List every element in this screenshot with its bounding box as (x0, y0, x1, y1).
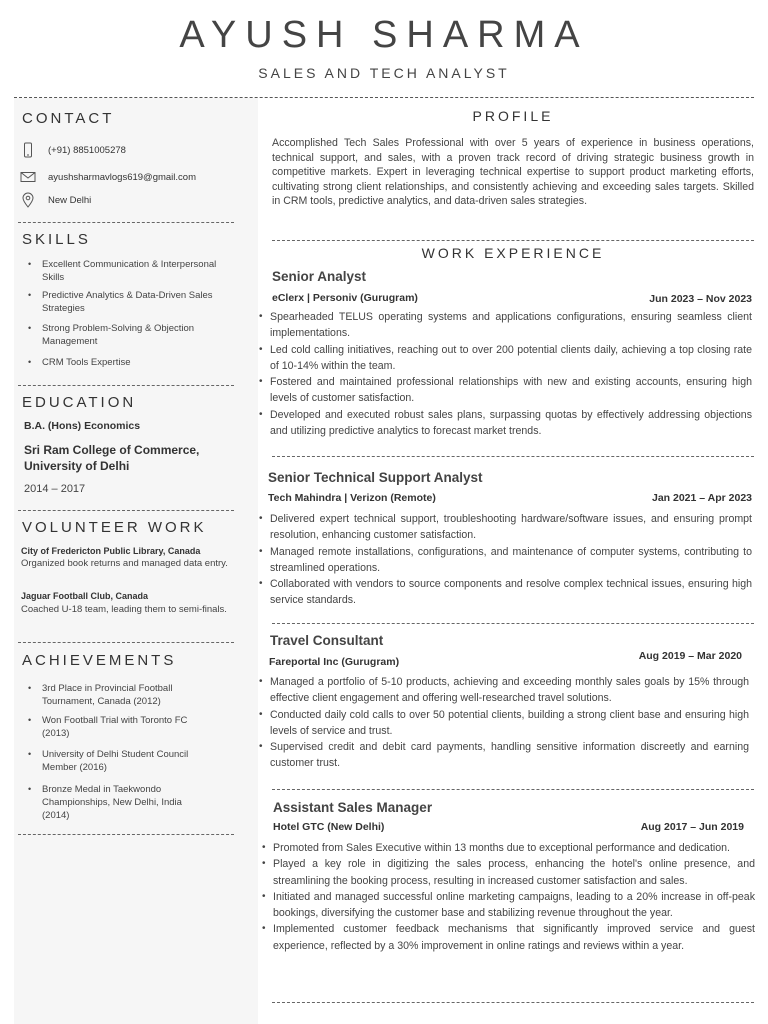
job-company: Tech Mahindra | Verizon (Remote) (268, 492, 436, 504)
sidebar (14, 98, 258, 1024)
skill-item: • Excellent Communication & Interpersonal Skills (22, 258, 222, 284)
section-divider (272, 240, 754, 241)
sidebar-divider (18, 642, 234, 643)
job-bullets (270, 511, 752, 609)
contact-email (20, 167, 196, 187)
volunteer-title: VOLUNTEER WORK (22, 519, 207, 536)
skill-item: • Strong Problem-Solving & Objection Management (22, 322, 222, 348)
job-bullet: • Initiated and managed successful online marketing campaigns, leading to a 20% increase in off-peak bookings, diversifying the customer base and stabilizing revenue throughout the year. (273, 889, 755, 922)
job-bullets (270, 674, 749, 772)
job-company: Hotel GTC (New Delhi) (273, 821, 385, 833)
job-company: eClerx | Personiv (Gurugram) (272, 292, 418, 304)
section-divider (272, 789, 754, 790)
education-title: EDUCATION (22, 394, 137, 411)
location-pin-icon (20, 192, 36, 208)
sidebar-divider (18, 385, 234, 386)
job-bullet: • Managed remote installations, configurations, and maintenance of computer systems, contributing to streamlined operations. (270, 544, 752, 577)
education-degree: B.A. (Hons) Economics (24, 420, 141, 432)
job-title: Senior Analyst (272, 269, 367, 284)
skill-item: • CRM Tools Expertise (22, 356, 222, 369)
job-bullets (273, 840, 755, 954)
email-text[interactable]: ayushsharmavlogs619@gmail.com (48, 171, 196, 183)
phone-icon (20, 142, 36, 158)
sidebar-divider (18, 510, 234, 511)
phone-text: (+91) 8851005278 (48, 144, 126, 156)
job-bullet: • Fostered and maintained professional relationships with new and existing accounts, ensuring high levels of customer satisfaction. (270, 374, 752, 407)
experience-title: WORK EXPERIENCE (421, 245, 605, 261)
job-dates: Aug 2019 – Mar 2020 (638, 650, 742, 662)
job-title: Assistant Sales Manager (273, 800, 433, 815)
achievement-item: • 3rd Place in Provincial Football Tournament, Canada (2012) (22, 682, 197, 708)
volunteer-desc: Organized book returns and managed data entry. (21, 558, 228, 569)
profile-title: PROFILE (472, 108, 554, 124)
job-bullet: • Played a key role in digitizing the sales process, enhancing the hotel's online presence, and streamlining the booking process, resulting in increased customer satisfaction and sales. (273, 856, 755, 889)
education-school: Sri Ram College of Commerce, University of Delhi (24, 443, 200, 473)
volunteer-org: City of Fredericton Public Library, Canada (21, 546, 201, 556)
job-bullet: • Developed and executed robust sales plans, surpassing quotas by effectively addressing objections and utilizing predictive analytics to forecast market trends. (270, 407, 752, 440)
job-bullet: • Conducted daily cold calls to over 50 potential clients, building a strong client base and ensuring high levels of service and trust. (270, 707, 749, 740)
job-dates: Jun 2023 – Nov 2023 (649, 293, 752, 305)
resume-header (0, 0, 768, 96)
envelope-icon (20, 169, 36, 185)
job-bullet: • Led cold calling initiatives, reaching out to over 200 potential clients daily, achieving a top closing rate of 10-14% within the team. (270, 342, 752, 375)
contact-phone (20, 140, 126, 160)
job-company: Fareportal Inc (Gurugram) (269, 656, 400, 668)
skill-item: • Predictive Analytics & Data-Driven Sales Strategies (22, 289, 222, 315)
section-divider (272, 1002, 754, 1003)
section-divider (272, 623, 754, 624)
sidebar-divider (18, 222, 234, 223)
volunteer-desc: Coached U-18 team, leading them to semi-finals. (21, 604, 227, 615)
job-dates: Jan 2021 – Apr 2023 (651, 492, 752, 504)
job-bullet: • Spearheaded TELUS operating systems and applications configurations, ensuring seamless client implementations. (270, 309, 752, 342)
achievement-item: • Bronze Medal in Taekwondo Championships, New Delhi, India (2014) (22, 783, 197, 822)
job-bullet: • Promoted from Sales Executive within 13 months due to exceptional performance and dedication. (273, 840, 755, 856)
education-years: 2014 – 2017 (24, 483, 86, 495)
job-bullets (270, 309, 752, 439)
job-bullet: • Delivered expert technical support, troubleshooting hardware/software issues, and ensuring prompt resolution, enhancing customer satisfaction. (270, 511, 752, 544)
job-bullet: • Implemented customer feedback mechanisms that significantly improved service and guest experience, reflected by a 30% improvement in online ratings and reviews within a year. (273, 921, 755, 954)
skills-title: SKILLS (22, 231, 91, 248)
job-title: Travel Consultant (270, 633, 384, 648)
location-text: New Delhi (48, 194, 92, 206)
job-title: Senior Technical Support Analyst (268, 470, 483, 485)
achievement-item: • Won Football Trial with Toronto FC (2013) (22, 714, 197, 740)
achievement-item: • University of Delhi Student Council Member (2016) (22, 748, 197, 774)
section-divider (272, 456, 754, 457)
job-bullet: • Collaborated with vendors to source components and resolve complex technical issues, ensuring high service standards. (270, 576, 752, 609)
profile-text: Accomplished Tech Sales Professional with over 5 years of experience in business operations, technical support, and sales, with a proven track record of driving strategic business growth in competitive markets. Expert in leveraging technical expertise to support product marketing efforts, cultivating strong client relationships, and consistently achieving and exceeding sales targets. Skilled in CRM tools, predictive analytics, and data-driven sales strategies. (272, 137, 754, 207)
volunteer-org: Jaguar Football Club, Canada (21, 591, 149, 601)
candidate-role: SALES AND TECH ANALYST (258, 65, 510, 81)
main-content (258, 98, 768, 1024)
job-bullet: • Managed a portfolio of 5-10 products, achieving and exceeding monthly sales goals by 15% through effective client engagement and offering well-researched travel solutions. (270, 674, 749, 707)
contact-title: CONTACT (22, 110, 115, 127)
contact-location (20, 190, 91, 210)
job-bullet: • Supervised credit and debit card payments, handling sensitive information discreetly and earning customer trust. (270, 739, 749, 772)
candidate-name: AYUSH SHARMA (179, 14, 589, 56)
job-dates: Aug 2017 – Jun 2019 (640, 821, 744, 833)
achievements-title: ACHIEVEMENTS (22, 652, 177, 669)
sidebar-divider (18, 834, 234, 835)
